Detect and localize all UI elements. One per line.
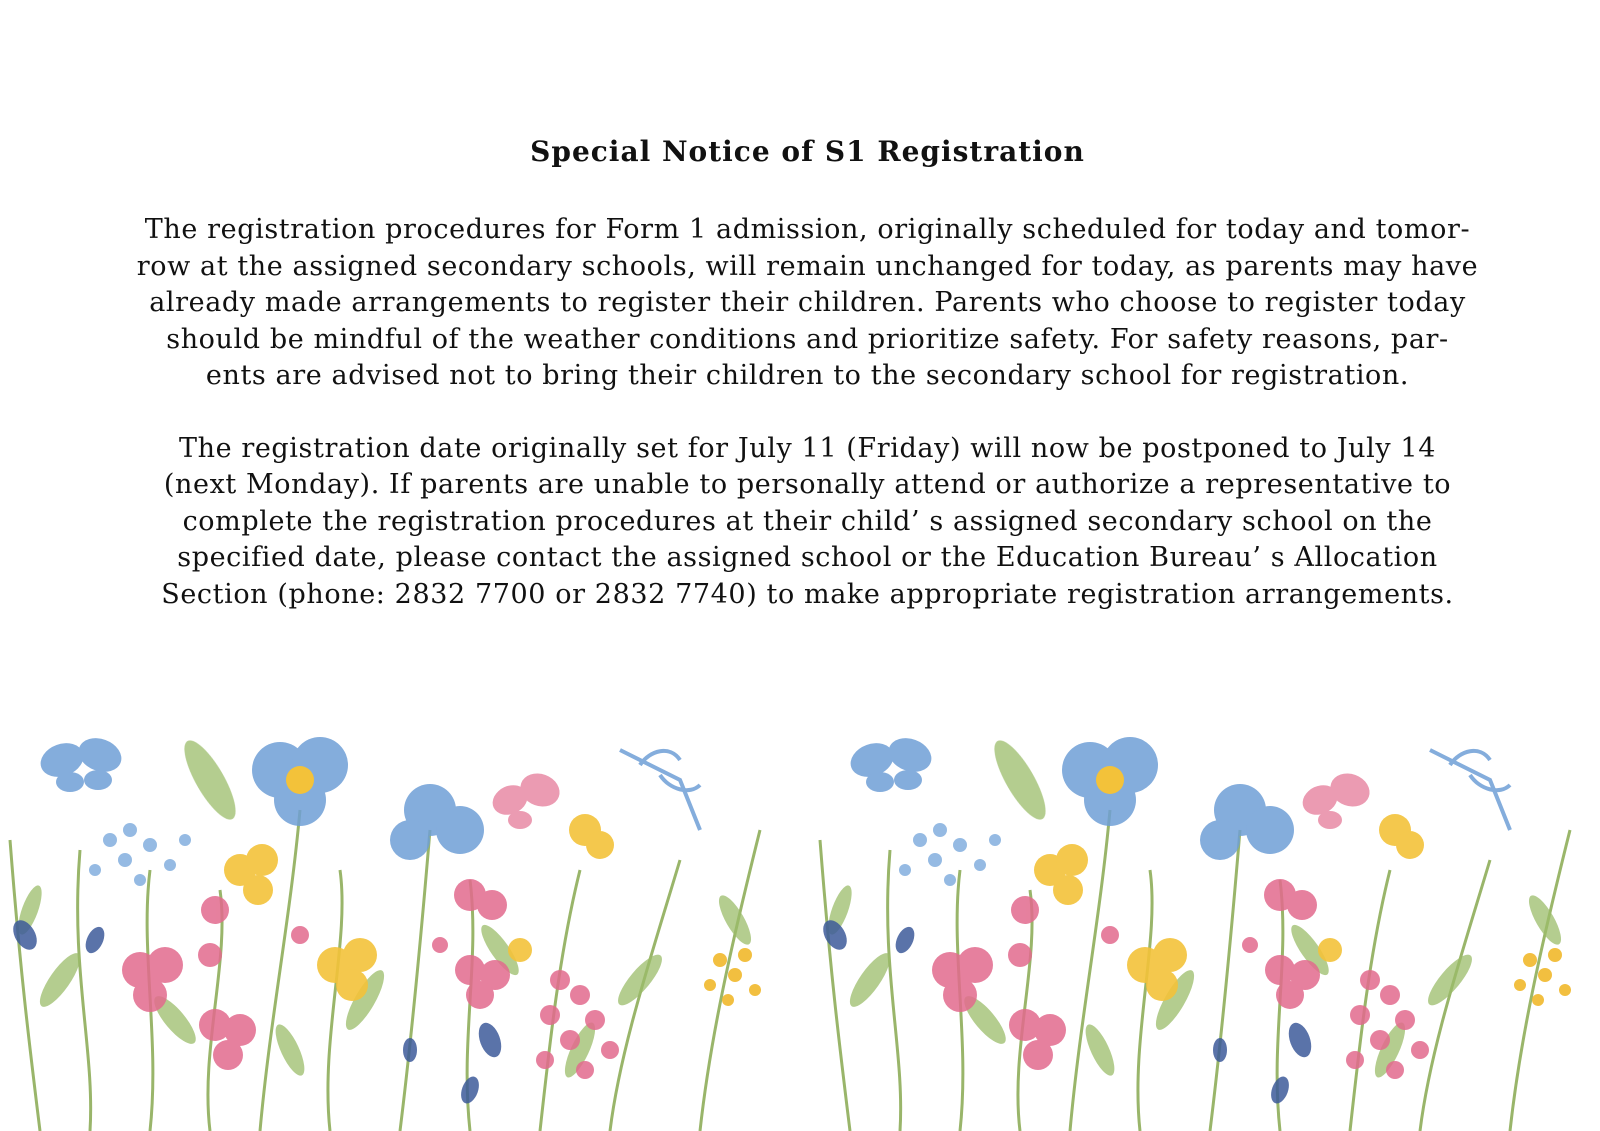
paragraph-line: The registration procedures for Form 1 admission, originally scheduled for today and tomor- (144, 214, 1471, 245)
notice-paragraph-1 (115, 212, 1500, 395)
paragraph-line: ents are advised not to bring their children to the secondary school for registration. (205, 360, 1410, 391)
paragraph-line: (next Monday). If parents are unable to personally attend or authorize a representative to (163, 469, 1452, 500)
notice-paragraph-2 (115, 431, 1500, 614)
paragraph-line: The registration date originally set for July 11 (Friday) will now be postponed to July 14 (178, 432, 1436, 464)
paragraph-line: should be mindful of the weather conditions and prioritize safety. For safety reasons, par- (166, 323, 1449, 355)
paragraph-line: row at the assigned secondary schools, will remain unchanged for today, as parents may have (136, 250, 1479, 282)
paragraph-line: complete the registration procedures at their child’ s assigned secondary school on the (182, 505, 1433, 537)
notice (115, 130, 1500, 649)
paragraph-line: already made arrangements to register their children. Parents who choose to register today (149, 287, 1466, 318)
paragraph-line: specified date, please contact the assigned school or the Education Bureau’ s Allocation (177, 542, 1438, 573)
paragraph-line: Section (phone: 2832 7700 or 2832 7740) to make appropriate registration arrangements. (161, 578, 1454, 610)
notice-title: Special Notice of S1 Registration (530, 135, 1085, 168)
flower-border-illustration (0, 720, 1600, 1131)
